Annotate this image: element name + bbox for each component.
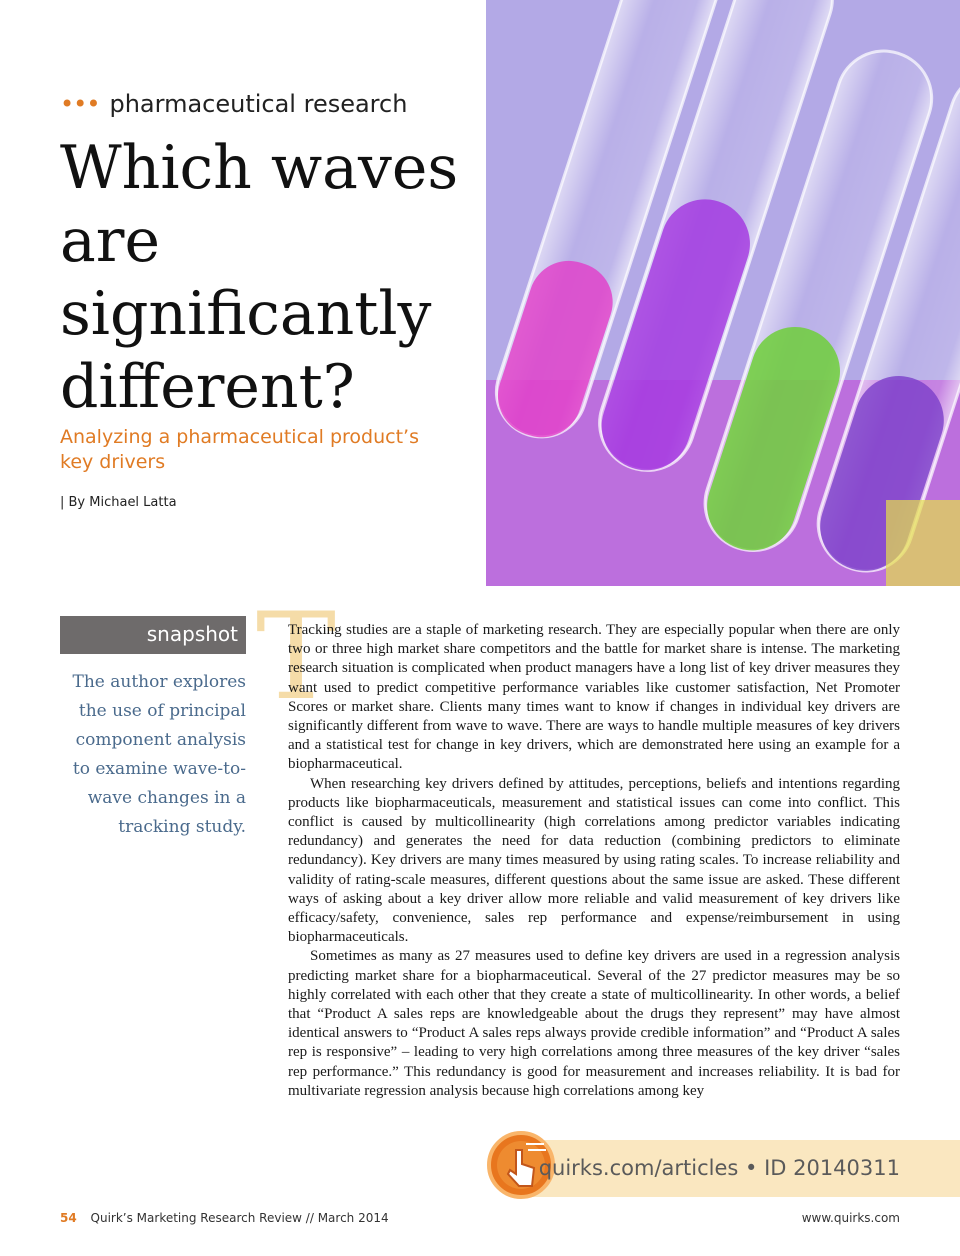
article-link[interactable]: quirks.com/articles • ID 20140311: [538, 1156, 900, 1180]
article-subhead: Analyzing a pharmaceutical product’s key drivers: [60, 426, 419, 473]
footer-website[interactable]: www.quirks.com: [801, 1211, 900, 1225]
section-dots-icon: •••: [60, 90, 100, 118]
article-headline: Which waves are significantly different?: [60, 133, 459, 422]
page-number: 54: [60, 1211, 77, 1225]
section-label: [60, 90, 407, 118]
body-paragraph-2: When researching key drivers defined by attitudes, perceptions, beliefs and intentions regarding products like biopharmaceuticals, measurement and statistical issues can come into conflict. This conflict is caused by multicollinearity (high correlations among predictor variables indicating redundancy) and generates the need for data reduction (combining predictors to eliminate redundancy). Key drivers are many times measured by using rating scales. To increase reliability and validity of rating-scale measures, different questions about the same issue are asked. These different ways of asking about a key driver allow more reliable and valid measurement of key drivers like efficacy/safety, convenience, sales rep performance and expense/reimbursement in using biopharmaceuticals.: [288, 775, 900, 946]
drop-cap: T: [256, 588, 337, 727]
footer-left: [60, 1211, 389, 1225]
snapshot-title: snapshot: [60, 616, 246, 654]
test-tubes-photo: [486, 0, 960, 586]
article-body: [288, 621, 900, 1101]
body-paragraph-1: Tracking studies are a staple of marketing research. They are especially popular when there are only two or three high market share competitors and the battle for market share is intense. The marketing research situation is complicated when product managers have a long list of key driver measures they want used to predict competitive performance variables like customer satisfaction, Net Promoter Scores or market share. Clients many times want to know if changes in individual key drivers are significantly different from wave to wave. There are ways to handle multiple measures of key drivers and a statistical test for change in key drivers, which are demonstrated here using an example for a biopharmaceutical.: [288, 622, 900, 773]
snapshot-text: The author explores the use of principal component analysis to examine wave-to-wave changes in a tracking study.: [72, 672, 246, 837]
body-paragraph-3: Sometimes as many as 27 measures used to define key drivers are used in a regression analysis predicting market share for a biopharmaceutical. Several of the 27 predictor measures may be so highly correlated with each other that they create a state of multicollinearity. In other words, a belief that “Product A sales reps are knowledgeable about the drugs they represent” may have almost identical answers to “Product A sales reps always provide credible information” and “Product A sales rep is responsive” – leading to very high correlations among three measures of the key driver “sales rep performance.” This redundancy is good for measurement and increases reliability. It is bad for multivariate regression analysis because high correlations among key: [288, 948, 900, 1099]
publication-name: Quirk’s Marketing Research Review // March 2014: [90, 1211, 389, 1225]
section-name: pharmaceutical research: [109, 90, 408, 118]
byline: | By Michael Latta: [60, 495, 177, 510]
